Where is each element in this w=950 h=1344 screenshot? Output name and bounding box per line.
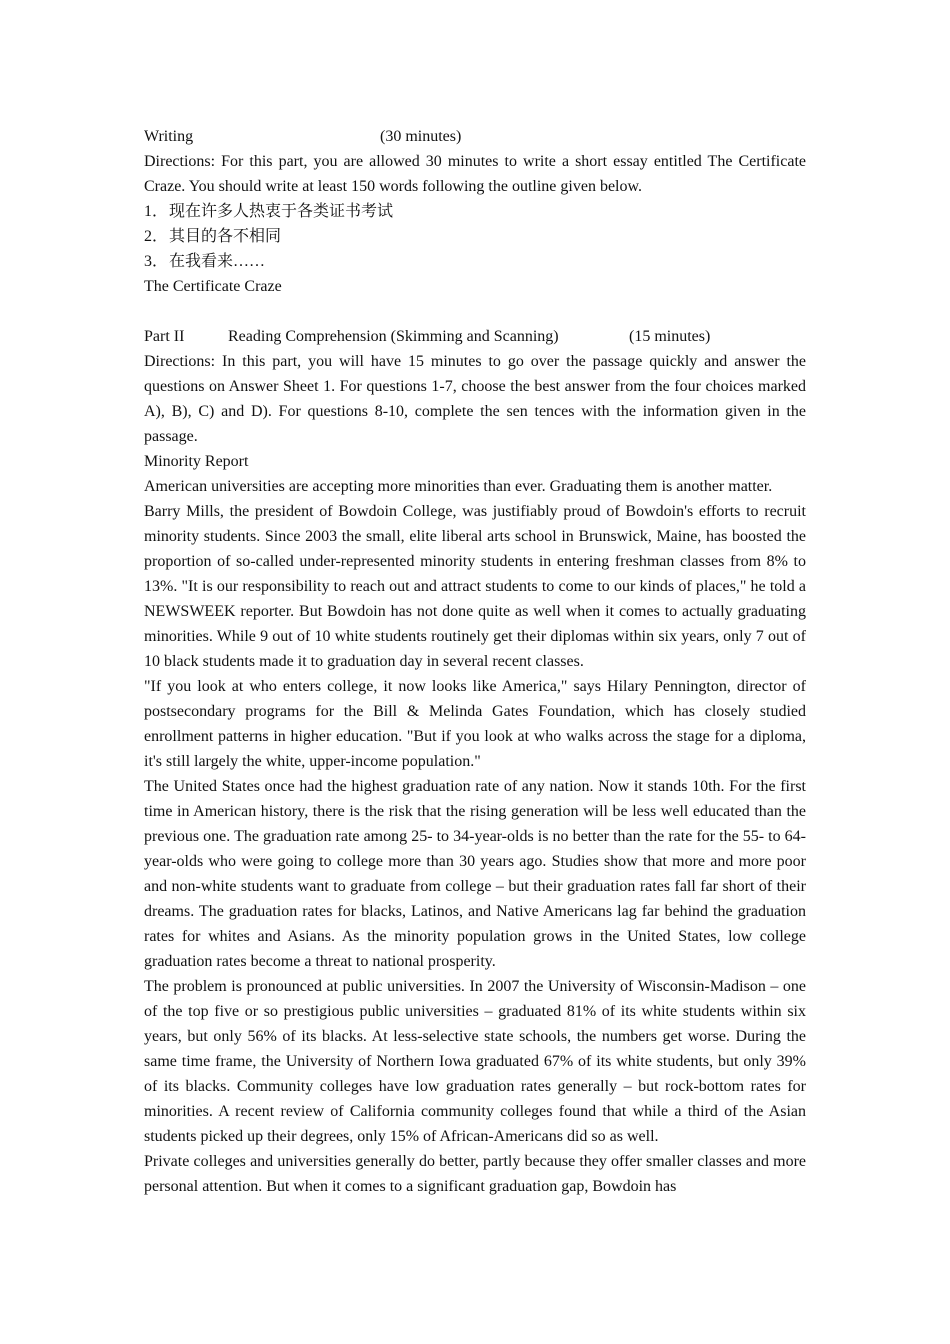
writing-time: (30 minutes) [380, 128, 462, 145]
writing-title: Writing [144, 128, 194, 145]
outline-item [144, 249, 806, 274]
passage-paragraph: The problem is pronounced at public universities. In 2007 the University of Wisconsin-Madison – one of the top five or so prestigious public universities – graduated 81% of its white students within six years, but only 56% of its blacks. At less-selective state schools, the numbers get worse. During the same time frame, the University of Northern Iowa graduated 67% of its white students, but only 39% of its blacks. Community colleges have low graduation rates generally – but rock-bottom rates for minorities. A recent review of California community colleges found that while a third of the Asian students picked up their degrees, only 15% of African-Americans did so as well. [144, 978, 806, 1145]
outline-number: 1． [144, 203, 169, 220]
passage-paragraph: "If you look at who enters college, it now looks like America," says Hilary Pennington, director of postsecondary programs for the Bill & Melinda Gates Foundation, which has closely studied enrollment patterns in higher education. "But if you look at who walks across the stage for a diploma, it's still largely the white, upper-income population." [144, 678, 806, 770]
document-page [144, 124, 806, 1199]
part2-time: (15 minutes) [629, 328, 711, 345]
passage-paragraph: The United States once had the highest graduation rate of any nation. Now it stands 10th. For the first time in American history, there is the risk that the rising generation will be less well educated than the previous one. The graduation rate among 25- to 34-year-olds is no better than the rate for the 55- to 64-year-olds who were going to college more than 30 years ago. Studies show that more and more poor and non-white students want to graduate from college – but their graduation rates fall far short of their dreams. The graduation rates for blacks, Latinos, and Native Americans lag far behind the graduation rates for whites and Asians. As the minority population grows in the United States, low college graduation rates become a threat to national prosperity. [144, 778, 806, 970]
writing-header [144, 124, 806, 149]
outline-text: 现在许多人热衷于各类证书考试 [169, 203, 394, 220]
passage-paragraph: American universities are accepting more minorities than ever. Graduating them is another matter. [144, 478, 773, 495]
part2-title: Reading Comprehension (Skimming and Scanning) [228, 328, 559, 345]
outline-item [144, 199, 806, 224]
blank-line [144, 299, 806, 324]
passage-paragraph: Barry Mills, the president of Bowdoin College, was justifiably proud of Bowdoin's efforts to recruit minority students. Since 2003 the small, elite liberal arts school in Brunswick, Maine, has boosted the proportion of so-called under-represented minority students in entering freshman classes from 8% to 13%. "It is our responsibility to reach out and attract students to come to our kinds of places," he told a NEWSWEEK reporter. But Bowdoin has not done quite as well when it comes to actually graduating minorities. While 9 out of 10 white students routinely get their diplomas within six years, only 7 out of 10 black students made it to graduation day in several recent classes. [144, 503, 806, 670]
outline-text: 在我看来…… [169, 253, 266, 270]
part2-label: Part II [144, 328, 185, 345]
essay-title: The Certificate Craze [144, 278, 282, 295]
part2-header [144, 324, 806, 349]
passage-paragraph: Private colleges and universities generally do better, partly because they offer smaller classes and more personal attention. But when it comes to a significant graduation gap, Bowdoin has [144, 1153, 806, 1195]
outline-item [144, 224, 806, 249]
outline-number: 3． [144, 253, 169, 270]
outline-number: 2． [144, 228, 169, 245]
writing-directions: Directions: For this part, you are allowed 30 minutes to write a short essay entitled The Certificate Craze. You should write at least 150 words following the outline given below. [144, 153, 806, 195]
outline-text: 其目的各不相同 [169, 228, 282, 245]
part2-directions: Directions: In this part, you will have 15 minutes to go over the passage quickly and answer the questions on Answer Sheet 1. For questions 1-7, choose the best answer from the four choices marked A), B), C) and D). For questions 8-10, complete the sen tences with the information given in the passage. [144, 353, 806, 445]
passage-title: Minority Report [144, 453, 249, 470]
